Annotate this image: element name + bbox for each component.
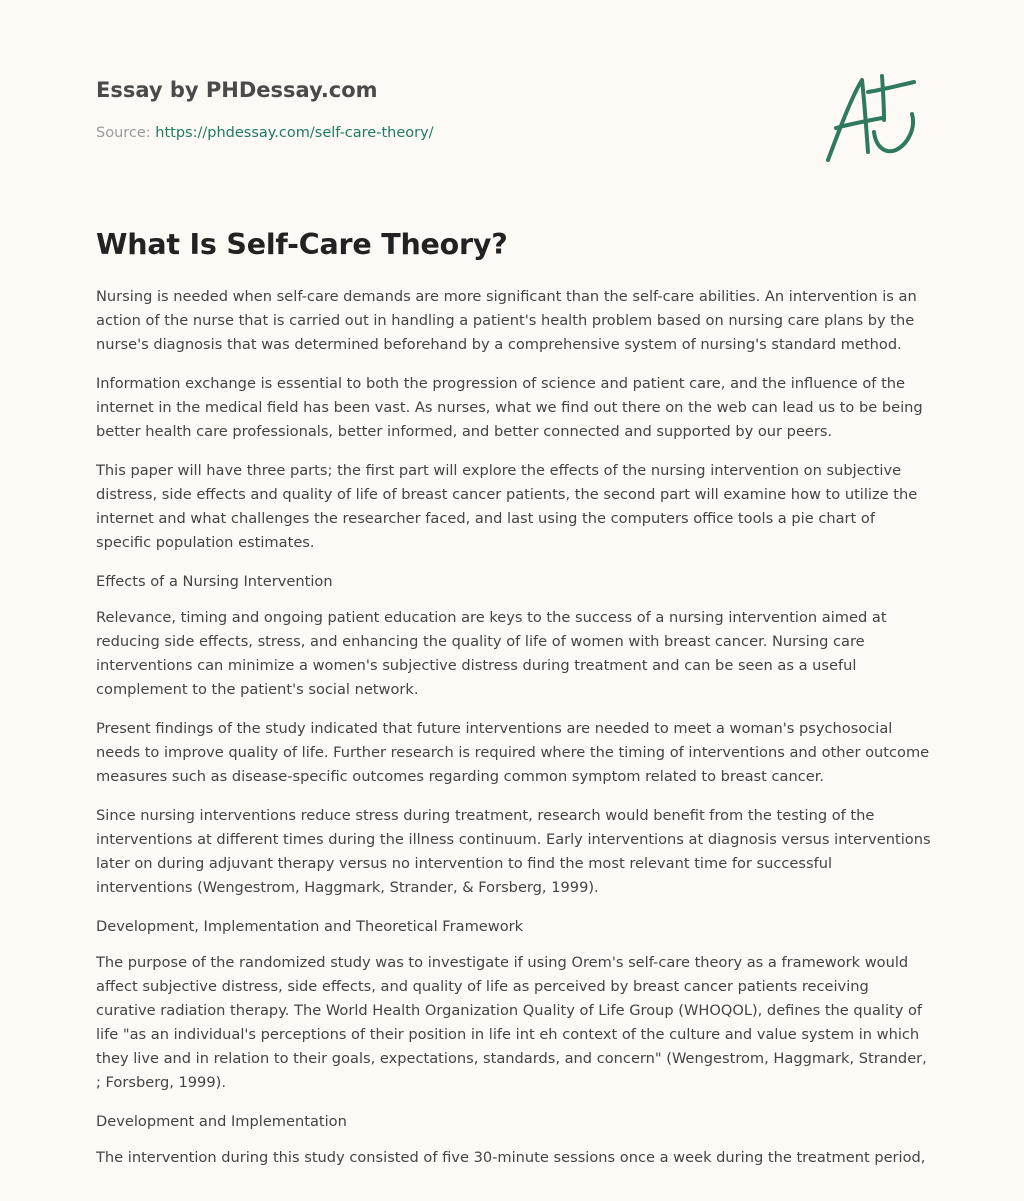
source-label: Source: [96,125,151,141]
section-heading: Development, Implementation and Theoretical Framework [96,918,524,935]
source-line [96,123,434,143]
a-plus-logo-icon [824,68,924,164]
source-link[interactable]: https://phdessay.com/self-care-theory/ [155,125,434,141]
paragraph: The intervention during this study consisted of five 30-minute sessions once a week during the treatment period, [96,1149,926,1166]
paragraph: Relevance, timing and ongoing patient education are keys to the success of a nursing intervention aimed at reducing side effects, stress, and enhancing the quality of life of women with breast cancer. Nursing care interventions can minimize a women's subjective distress during treatment and can be seen as a useful complement to the patient's social network. [96,609,887,698]
paragraph: Information exchange is essential to both the progression of science and patient care, and the influence of the internet in the medical field has been vast. As nurses, what we find out there on the web can lead us to be being better health care professionals, better informed, and better connected and supported by our peers. [96,375,923,440]
section-heading: Effects of a Nursing Intervention [96,573,333,590]
section-heading: Development and Implementation [96,1113,347,1130]
paragraph: This paper will have three parts; the first part will explore the effects of the nursing intervention on subjective distress, side effects and quality of life of breast cancer patients, the second part will examine how to utilize the internet and what challenges the researcher faced, and last using the computers office tools a pie chart of specific population estimates. [96,462,918,551]
paragraph: The purpose of the randomized study was to investigate if using Orem's self-care theory as a framework would affect subjective distress, side effects, and quality of life as perceived by breast cancer patients receiving curative radiation therapy. The World Health Organization Quality of Life Group (WHOQOL), defines the quality of life "as an individual's perceptions of their position in life int eh context of the culture and value system in which they live and in relation to their goals, expectations, standards, and concern" (Wengestrom, Haggmark, Strander, ; Forsberg, 1999). [96,954,927,1091]
essay-body [96,285,932,1185]
paragraph: Nursing is needed when self-care demands are more significant than the self-care abilities. An intervention is an action of the nurse that is carried out in handling a patient's health problem based on nursing care plans by the nurse's diagnosis that was determined beforehand by a comprehensive system of nursing's standard method. [96,288,917,353]
site-brand: Essay by PHDessay.com [96,78,378,102]
paragraph: Since nursing interventions reduce stress during treatment, research would benefit from the testing of the interventions at different times during the illness continuum. Early interventions at diagnosis versus interventions later on during adjuvant therapy versus no intervention to find the most relevant time for successful interventions (Wengestrom, Haggmark, Strander, & Forsberg, 1999). [96,807,931,896]
paragraph: Present findings of the study indicated that future interventions are needed to meet a woman's psychosocial needs to improve quality of life. Further research is required where the timing of interventions and other outcome measures such as disease-specific outcomes regarding common symptom related to breast cancer. [96,720,930,785]
essay-title: What Is Self-Care Theory? [96,228,508,261]
